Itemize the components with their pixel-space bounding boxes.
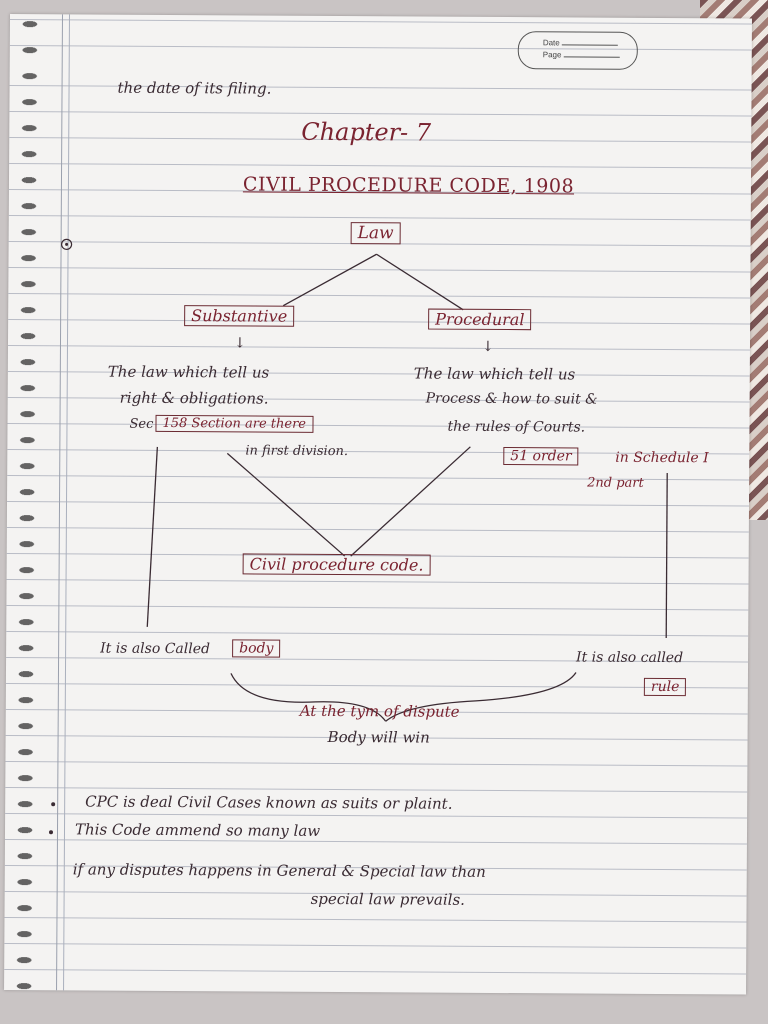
- body-line-4: special law prevails.: [310, 889, 466, 909]
- procedural-desc-line3: the rules of Courts.: [447, 418, 586, 436]
- procedural-desc-line2: Process & how to suit &: [425, 390, 598, 408]
- body-line-3: if any disputes happens in General & Special law than: [72, 860, 486, 881]
- part-text: 2nd part: [587, 475, 644, 491]
- page-title: CIVIL PROCEDURE CODE, 1908: [242, 173, 575, 198]
- schedule-text: in Schedule I: [615, 449, 709, 467]
- law-node: Law: [351, 222, 401, 244]
- dispute-line1: At the tym of dispute: [299, 701, 460, 721]
- substantive-desc-line1: The law which tell us: [107, 362, 270, 382]
- dispute-line2: Body will win: [327, 727, 430, 747]
- right-to-center-line: [351, 446, 471, 557]
- substantive-node: Substantive: [184, 305, 294, 327]
- procedural-desc-line1: The law which tell us: [413, 364, 576, 384]
- order-box: 51 order: [503, 447, 578, 465]
- sec-prefix: Sec: [129, 416, 154, 432]
- chapter-heading: Chapter- 7: [301, 117, 432, 147]
- substantive-arrow: ↓: [233, 335, 246, 352]
- body-box: body: [232, 639, 280, 657]
- bullet-dot-1: [51, 802, 55, 806]
- law-to-procedural-line: [376, 254, 463, 310]
- page-label: Page: [542, 50, 562, 60]
- top-line-text: the date of its filing.: [117, 78, 272, 98]
- left-to-center-line: [227, 453, 346, 556]
- bullet-text-1: CPC is deal Civil Cases known as suits or plaint.: [85, 792, 453, 813]
- procedural-arrow: ↓: [481, 338, 494, 355]
- diagram-lines: [4, 14, 752, 995]
- left-called-text: It is also Called: [100, 640, 211, 658]
- law-to-substantive-line: [283, 254, 376, 307]
- rule-box: rule: [644, 678, 687, 696]
- bullet-dot-2: [49, 830, 53, 834]
- bullet-text-2: This Code ammend so many law: [74, 820, 321, 840]
- right-called-text: It is also called: [576, 649, 684, 667]
- substantive-desc-line2: right & obligations.: [119, 388, 269, 408]
- notebook-page: [4, 14, 752, 995]
- right-vertical-line: [666, 473, 667, 638]
- date-label: Date: [542, 38, 560, 48]
- civil-procedure-code-node: Civil procedure code.: [243, 553, 431, 575]
- procedural-node: Procedural: [428, 309, 531, 331]
- sections-box: 158 Section are there: [155, 415, 313, 433]
- division-text: in first division.: [245, 443, 349, 460]
- left-vertical-line: [147, 447, 157, 627]
